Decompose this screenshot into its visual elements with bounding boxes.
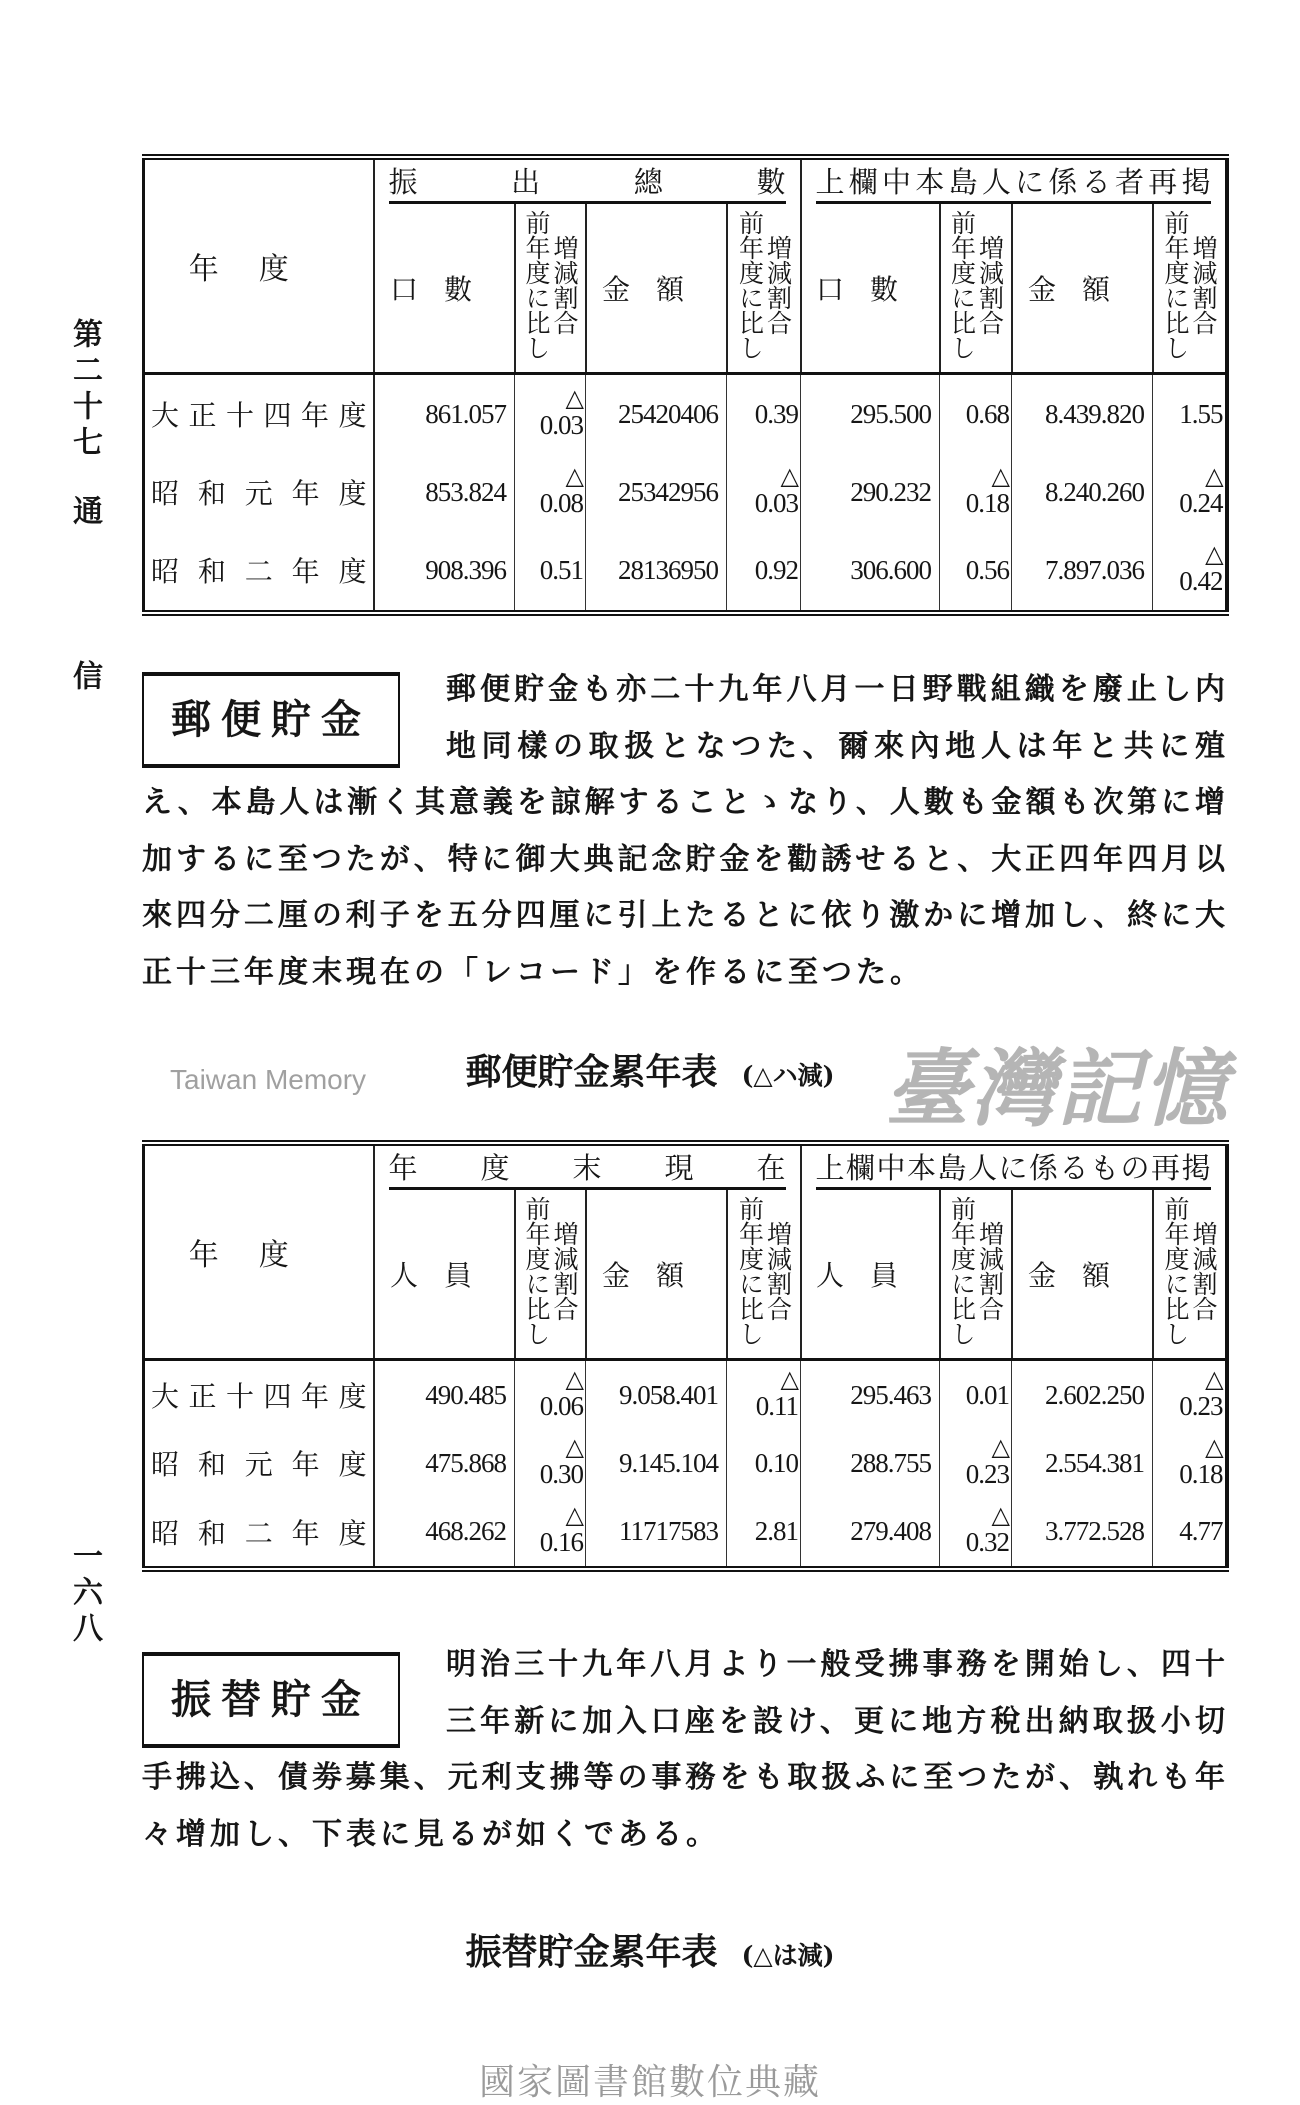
title-note: (△は減) [741,1941,835,1970]
ratio-cell [940,453,1012,531]
text-line: 郵便貯金も亦二十九年八月一日野戰組織を廢止し内 [446,672,1225,707]
value-cell [801,1360,940,1430]
decrease-mark: △ [565,385,583,412]
decrease-mark: △ [991,463,1010,490]
postal-savings-table [142,1140,1229,1572]
ratio-cell [727,453,801,531]
decrease-mark: △ [565,463,583,490]
text-line: 正十三年度末現在の「レコード」を作るに至つた。 [142,954,924,990]
ratio-cell [727,1360,801,1430]
ratio-label: 前年度に比し増減割合 [735,1195,793,1346]
column-group-header [801,157,1227,204]
ratio-cell [940,1429,1012,1497]
decrease-mark: △ [1205,1366,1223,1393]
cell-value: 0.06 [539,1390,583,1421]
column-group-label: 上欄中本島人に係る者再掲 [816,160,1211,204]
cell-value: 295.463 [850,1379,932,1410]
cell-value: 861.057 [425,398,506,429]
cell-value: 0.18 [1179,1458,1223,1489]
cell-value: 290.232 [850,476,932,507]
cell-value: 0.01 [965,1379,1010,1410]
value-cell [801,1497,940,1569]
cell-value: 4.77 [1179,1516,1223,1547]
cell-value: 0.18 [965,487,1010,518]
ratio-label: 前年度に比し増減割合 [1161,209,1219,360]
value-cell [374,531,515,613]
count-column-header: 口數 [801,204,940,374]
transfer-stats-table [142,154,1229,616]
year-header: 年度 [144,1143,374,1360]
ratio-cell [940,374,1012,454]
table-row [144,374,1227,454]
text-line: 々增加し、下表に見るが如くである。 [142,1816,720,1852]
cell-value: 25342956 [618,476,718,507]
archive-footer: 國家圖書館數位典藏 [478,2062,821,2103]
ratio-column-header [515,204,586,374]
transfer-savings-paragraph [142,1637,1225,1863]
table-row [144,1497,1227,1569]
ratio-label: 前年度に比し増減割合 [947,1195,1005,1346]
column-group-label: 振出總數 [389,160,786,204]
text-line: 加するに至つたが、特に御大典記念貯金を勸誘せると、大正四年四月以 [142,841,1225,877]
value-cell [1012,531,1153,613]
cell-value: 0.23 [965,1458,1010,1489]
cell-value: 288.755 [850,1447,932,1478]
decrease-mark: △ [565,1434,583,1461]
watermark-logo: 臺灣記憶 [885,1039,1230,1138]
value-cell [586,374,727,454]
text-line: え、本島人は漸く其意義を諒解することゝなり、人數も金額も次第に增 [142,785,1225,820]
ratio-cell [727,531,801,613]
ratio-column-header [727,1190,801,1360]
watermark-subtitle: Taiwan Memory [170,1064,367,1095]
cell-value: 853.824 [425,476,506,507]
amount-column-header: 金額 [1012,204,1153,374]
cell-value: 306.600 [850,554,932,585]
value-cell [374,1429,515,1497]
value-cell [374,1360,515,1430]
cell-value: 0.08 [539,487,583,518]
ratio-column-header [515,1190,586,1360]
cell-value: 0.92 [754,554,799,585]
count-column-header: 口數 [374,204,515,374]
ratio-label: 前年度に比し増減割合 [947,209,1005,360]
column-group-header [374,1143,801,1190]
section-label-1: 通 [67,495,102,531]
cell-value: 8.439.820 [1045,398,1145,429]
ratio-cell [1153,374,1227,454]
cell-value: 0.42 [1179,565,1223,596]
text-line: 手拂込、債劵募集、元利支拂等の事務をも取扱ふに至つたが、孰れも年 [142,1760,1225,1795]
page-number: 一六八 [67,1540,102,1648]
section-label-2: 信 [67,660,102,696]
cell-value: 3.772.528 [1045,1516,1145,1547]
year-cell: 大正十四年度 [144,374,374,454]
ratio-cell [515,1360,586,1430]
value-cell [801,374,940,454]
value-cell [1012,1360,1153,1430]
ratio-cell [515,453,586,531]
cell-value: 1.55 [1179,398,1223,429]
cell-value: 0.03 [754,487,799,518]
cell-value: 0.51 [539,554,583,585]
year-cell: 昭和二年度 [144,531,374,613]
ratio-cell [515,531,586,613]
value-cell [1012,1429,1153,1497]
ratio-cell [727,1497,801,1569]
table-title-postal-savings [466,1050,835,1098]
decrease-mark: △ [991,1434,1010,1461]
section-heading-transfer-savings: 振替貯金 [142,1652,400,1748]
decrease-mark: △ [1205,463,1223,490]
cell-value: 0.56 [965,554,1010,585]
ratio-cell [940,1360,1012,1430]
title-note: (△ハ減) [741,1061,835,1090]
cell-value: 0.03 [539,409,583,440]
value-cell [801,453,940,531]
cell-value: 0.68 [965,398,1010,429]
ratio-cell [1153,453,1227,531]
cell-value: 2.554.381 [1045,1447,1145,1478]
ratio-cell [1153,531,1227,613]
ratio-label: 前年度に比し増減割合 [1161,1195,1219,1346]
value-cell [801,531,940,613]
value-cell [374,1497,515,1569]
cell-value: 0.11 [755,1390,799,1421]
text-line: 來四分二厘の利子を五分四厘に引上たるとに依り激かに增加し、終に大 [142,898,1225,933]
cell-value: 0.10 [754,1447,799,1478]
cell-value: 25420406 [618,398,718,429]
value-cell [586,1360,727,1430]
text-line: 地同樣の取扱となつた、爾來內地人は年と共に殖 [446,728,1225,764]
column-group-header [374,157,801,204]
ratio-cell [515,374,586,454]
year-cell: 昭和元年度 [144,1429,374,1497]
ratio-label: 前年度に比し増減割合 [522,1195,579,1346]
value-cell [586,1497,727,1569]
decrease-mark: △ [780,1366,799,1393]
value-cell [1012,374,1153,454]
ratio-label: 前年度に比し増減割合 [735,209,793,360]
ratio-cell [1153,1429,1227,1497]
amount-column-header: 金額 [1012,1190,1153,1360]
cell-value: 9.058.401 [619,1379,718,1410]
cell-value: 468.262 [425,1516,506,1547]
value-cell [1012,453,1153,531]
cell-value: 490.485 [425,1379,506,1410]
ratio-cell [727,1429,801,1497]
table-title-transfer-savings [466,1930,835,1978]
table-row [144,1429,1227,1497]
year-cell: 大正十四年度 [144,1360,374,1430]
table-row [144,531,1227,613]
ratio-column-header [1153,1190,1227,1360]
column-group-header [801,1143,1227,1190]
year-cell: 昭和元年度 [144,453,374,531]
year-header: 年度 [144,157,374,374]
ratio-label: 前年度に比し増減割合 [522,209,579,360]
section-heading-postal-savings: 郵便貯金 [142,672,400,768]
cell-value: 0.16 [539,1527,583,1558]
year-cell: 昭和二年度 [144,1497,374,1569]
decrease-mark: △ [1205,541,1223,568]
cell-value: 11717583 [619,1516,718,1547]
ratio-cell [940,531,1012,613]
table-row [144,453,1227,531]
ratio-cell [1153,1360,1227,1430]
text-line: 明治三十九年八月より一般受拂事務を開始し、四十 [446,1647,1225,1682]
cell-value: 8.240.260 [1045,476,1145,507]
text-line: 三年新に加入口座を設け、更に地方稅出納取扱小切 [446,1703,1225,1739]
postal-savings-paragraph [142,662,1225,1001]
count-column-header: 人員 [801,1190,940,1360]
ratio-column-header [1153,204,1227,374]
value-cell [586,531,727,613]
ratio-column-header [727,204,801,374]
cell-value: 2.602.250 [1045,1379,1145,1410]
cell-value: 7.897.036 [1045,554,1145,585]
cell-value: 0.39 [754,398,799,429]
ratio-cell [1153,1497,1227,1569]
ratio-column-header [940,1190,1012,1360]
cell-value: 0.32 [965,1527,1010,1558]
cell-value: 279.408 [850,1516,932,1547]
column-group-label: 上欄中本島人に係るもの再掲 [816,1146,1211,1190]
ratio-cell [515,1429,586,1497]
cell-value: 475.868 [425,1447,506,1478]
cell-value: 0.30 [539,1458,583,1489]
value-cell [374,453,515,531]
cell-value: 9.145.104 [619,1447,718,1478]
decrease-mark: △ [1205,1434,1223,1461]
title-text: 振替貯金累年表 [465,1931,718,1973]
cell-value: 0.24 [1179,487,1223,518]
value-cell [586,1429,727,1497]
cell-value: 28136950 [618,554,718,585]
title-text: 郵便貯金累年表 [465,1051,718,1093]
decrease-mark: △ [991,1503,1010,1530]
cell-value: 0.23 [1179,1390,1223,1421]
ratio-cell [940,1497,1012,1569]
ratio-cell [515,1497,586,1569]
chapter-label: 第二十七 [67,318,102,462]
ratio-column-header [940,204,1012,374]
decrease-mark: △ [565,1366,583,1393]
value-cell [1012,1497,1153,1569]
decrease-mark: △ [780,463,799,490]
value-cell [586,453,727,531]
count-column-header: 人員 [374,1190,515,1360]
ratio-cell [727,374,801,454]
amount-column-header: 金額 [586,204,727,374]
cell-value: 2.81 [754,1516,799,1547]
amount-column-header: 金額 [586,1190,727,1360]
cell-value: 295.500 [850,398,932,429]
table-row [144,1360,1227,1430]
decrease-mark: △ [565,1503,583,1530]
column-group-label: 年度末現在 [389,1146,786,1190]
value-cell [374,374,515,454]
cell-value: 908.396 [425,554,506,585]
value-cell [801,1429,940,1497]
